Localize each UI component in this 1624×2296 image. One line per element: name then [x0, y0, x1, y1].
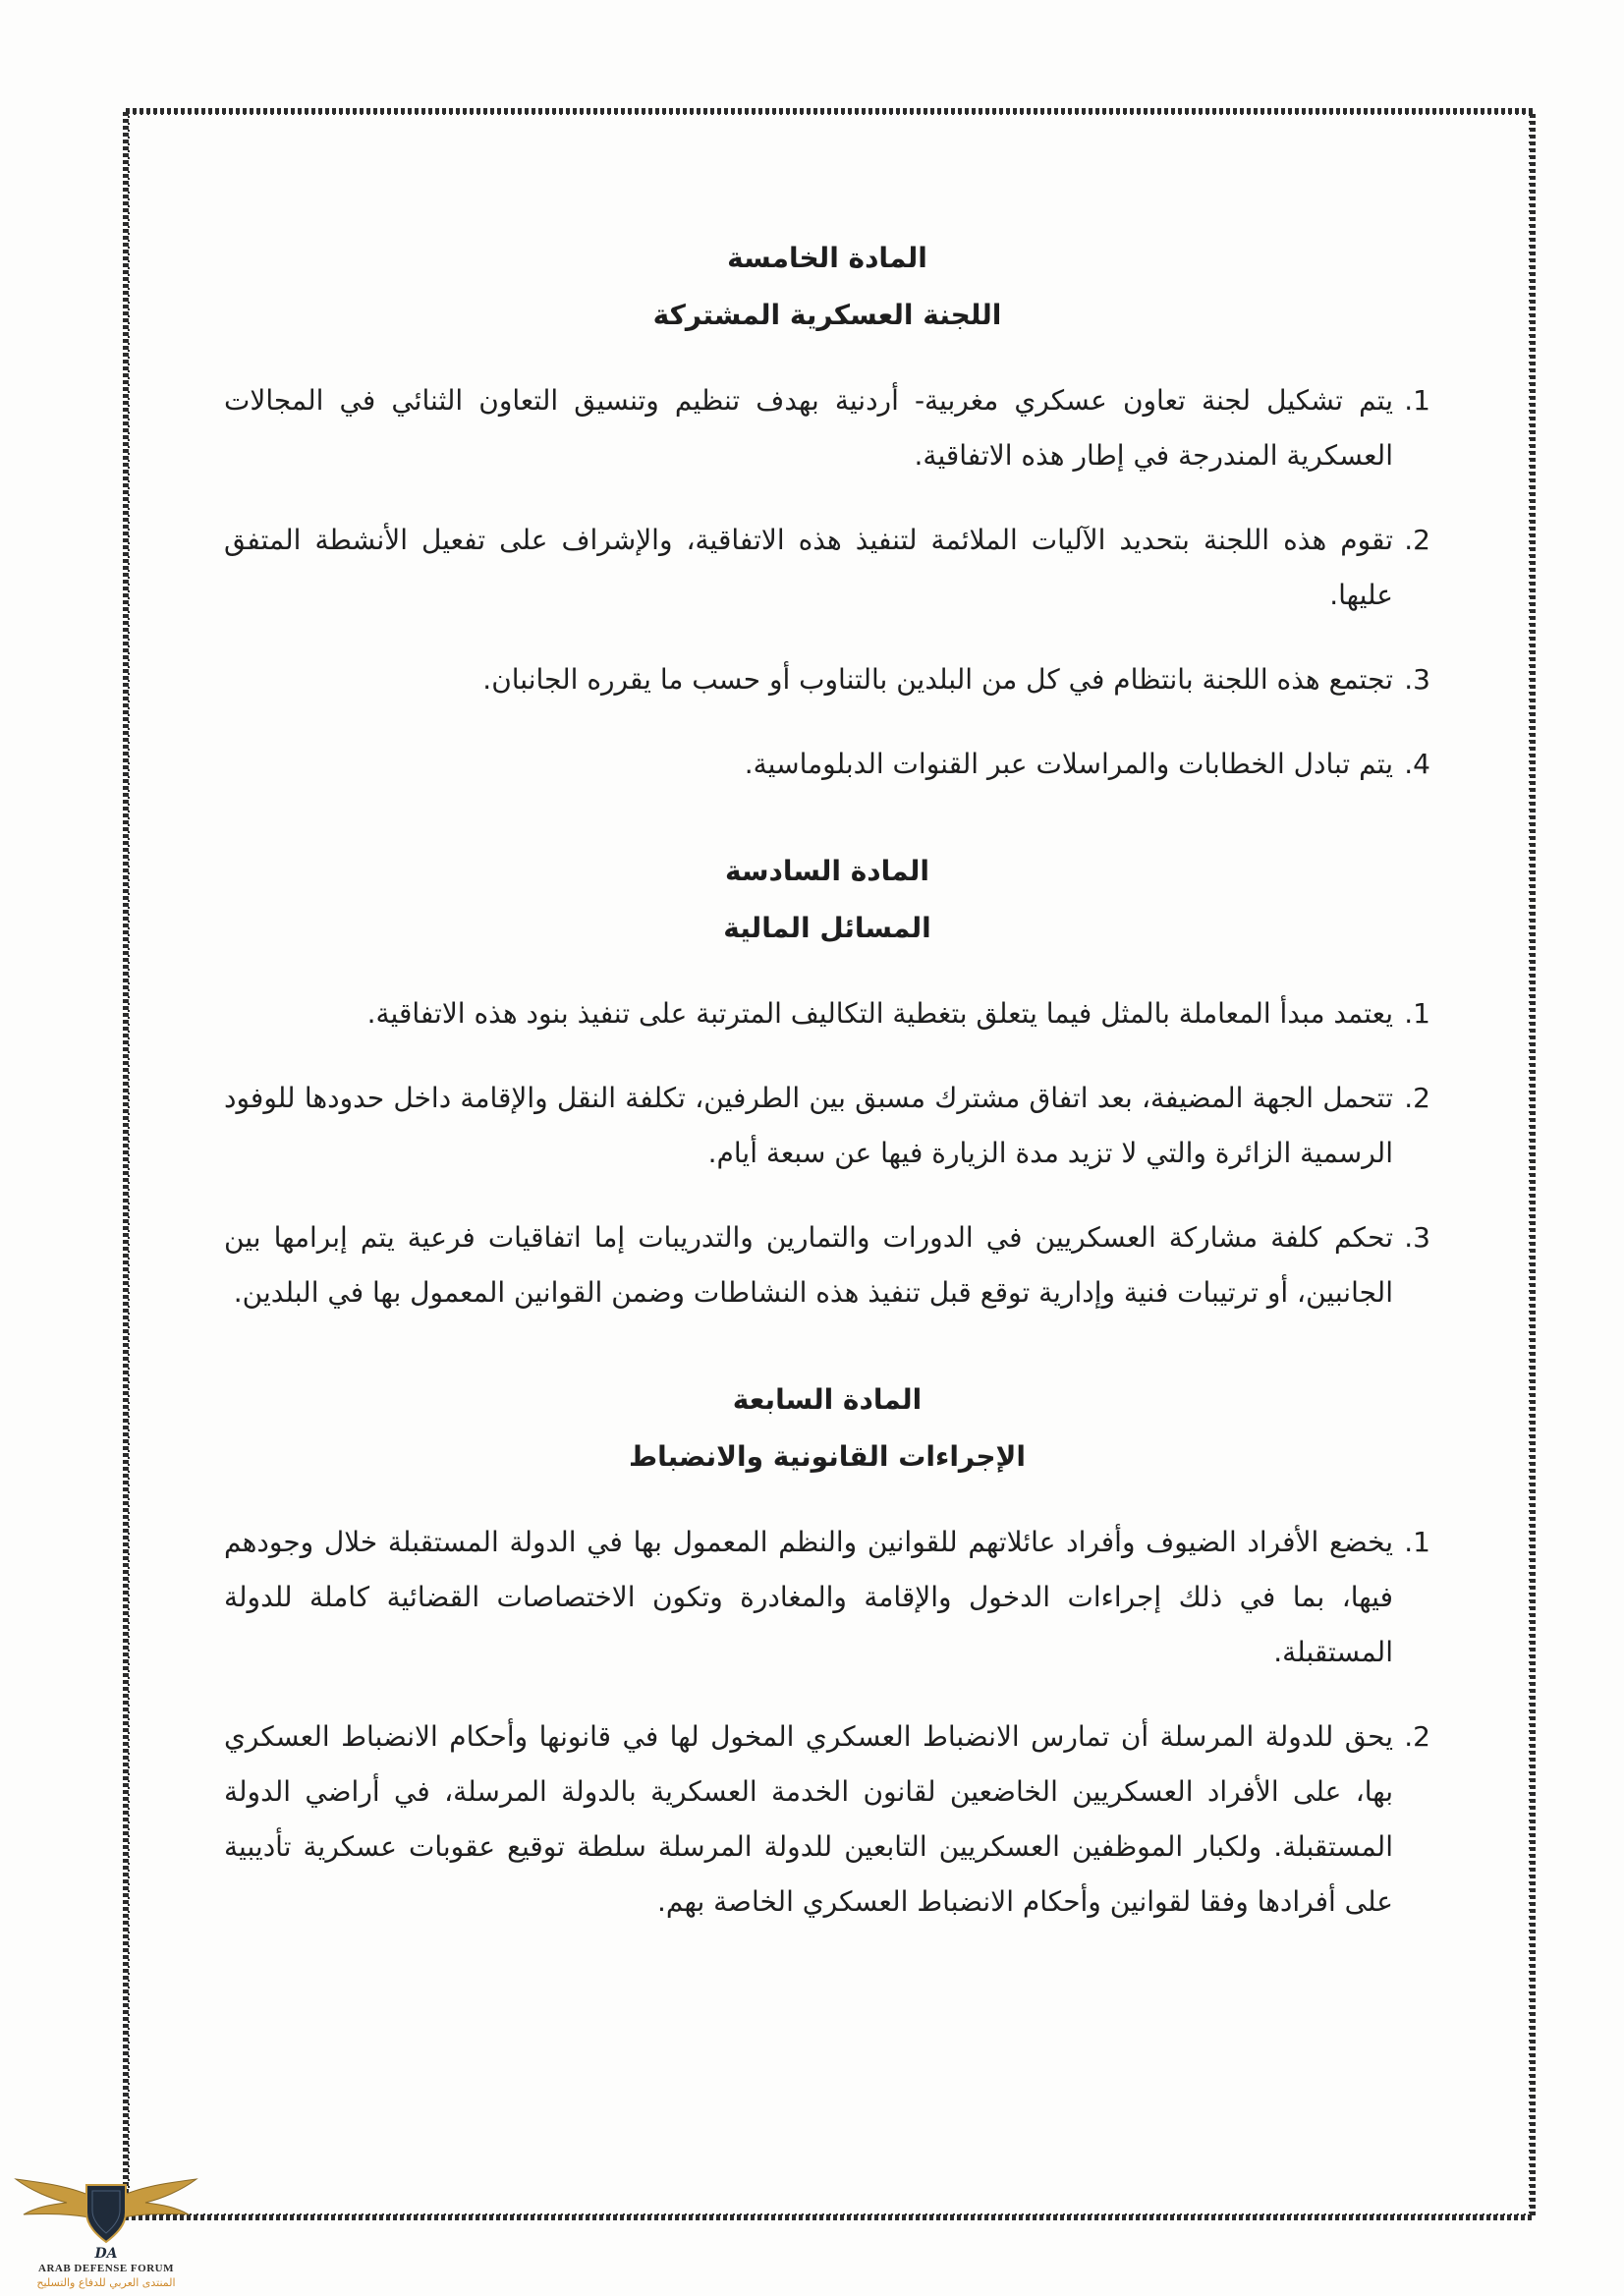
article-7 [224, 1372, 1430, 1930]
list-number: 3. [1404, 1221, 1430, 1254]
list-number: 2. [1404, 1720, 1430, 1753]
document-body [224, 230, 1430, 1930]
list-item-text: يخضع الأفراد الضيوف وأفراد عائلاتهم للقوانين والنظم المعمول بها في الدولة المستقبلة خلال وجودهم فيها، بما في ذلك إجراءات الدخول والإقامة والمغادرة وتكون الاختصاصات القضائية كاملة للدولة المستقبلة. [224, 1526, 1393, 1668]
article-7-items [224, 1515, 1430, 1930]
list-item-text: يتم تبادل الخطابات والمراسلات عبر القنوات الدبلوماسية. [744, 748, 1393, 780]
article-7-item-2 [224, 1709, 1430, 1930]
list-item-text: يتم تشكيل لجنة تعاون عسكري مغربية- أردنية بهدف تنظيم وتنسيق التعاون الثنائي في المجالات العسكرية المندرجة في إطار هذه الاتفاقية. [224, 384, 1393, 472]
list-number: 2. [1404, 1082, 1430, 1114]
article-7-subtitle: الإجراءات القانونية والانضباط [629, 1440, 1026, 1473]
article-6-items [224, 986, 1430, 1320]
article-5-items [224, 373, 1430, 792]
list-item-text: يحق للدولة المرسلة أن تمارس الانضباط العسكري المخول لها في قانونها وأحكام الانضباط العسكري بها، على الأفراد العسكريين الخاضعين لقانون الخدمة العسكرية بالدولة المرسلة، في أراضي الدولة المستقبلة. ولكبار الموظفين العسكريين التابعين للدولة المرسلة سلطة توقيع عقوبات عسكرية تأديبية على أفرادها وفقا لقوانين وأحكام الانضباط العسكري الخاصة بهم. [224, 1720, 1393, 1918]
list-item-text: يعتمد مبدأ المعاملة بالمثل فيما يتعلق بتغطية التكاليف المترتبة على تنفيذ بنود هذه الاتفاقية. [366, 997, 1393, 1030]
article-5-item-1 [224, 373, 1430, 483]
watermark-logo [6, 2177, 206, 2293]
list-item-text: تحكم كلفة مشاركة العسكريين في الدورات والتمارين والتدريبات إما اتفاقيات فرعية يتم إبرامها بين الجانبين، أو ترتيبات فنية وإدارية توقع قبل تنفيذ هذه النشاطات وضمن القوانين المعمول بها في البلدين. [224, 1221, 1393, 1309]
article-5-item-3 [224, 652, 1430, 707]
list-number: 2. [1404, 524, 1430, 556]
logo-letters: DA [94, 2246, 118, 2262]
winged-shield-icon [6, 2177, 206, 2246]
article-6-title: المادة السادسة [724, 855, 930, 887]
article-5-item-4 [224, 737, 1430, 792]
list-number: 1. [1404, 997, 1430, 1030]
article-7-title: المادة السابعة [732, 1383, 923, 1416]
article-6-item-3 [224, 1210, 1430, 1320]
article-5-title: المادة الخامسة [727, 242, 927, 274]
list-item-text: تتحمل الجهة المضيفة، بعد اتفاق مشترك مسبق بين الطرفين، تكلفة النقل والإقامة داخل حدودها للوفود الرسمية الزائرة والتي لا تزيد مدة الزيارة فيها عن سبعة أيام. [224, 1082, 1393, 1169]
list-item-text: تقوم هذه اللجنة بتحديد الآليات الملائمة لتنفيذ هذه الاتفاقية، والإشراف على تفعيل الأنشطة المتفق عليها. [224, 524, 1393, 611]
list-number: 1. [1404, 1526, 1430, 1558]
logo-name-english: ARAB DEFENSE FORUM [38, 2263, 174, 2274]
list-item-text: تجتمع هذه اللجنة بانتظام في كل من البلدين بالتناوب أو حسب ما يقرره الجانبان. [482, 663, 1393, 696]
article-5-item-2 [224, 513, 1430, 623]
list-number: 1. [1404, 384, 1430, 417]
article-5-subtitle: اللجنة العسكرية المشتركة [652, 299, 1002, 331]
article-6-subtitle: المسائل المالية [723, 912, 931, 944]
article-6-item-2 [224, 1071, 1430, 1181]
logo-name-arabic: المنتدى العربي للدفاع والتسليح [36, 2276, 176, 2289]
article-6 [224, 843, 1430, 1320]
list-number: 3. [1404, 663, 1430, 696]
article-6-item-1 [224, 986, 1430, 1041]
list-number: 4. [1404, 748, 1430, 780]
article-5 [224, 230, 1430, 792]
article-7-item-1 [224, 1515, 1430, 1680]
